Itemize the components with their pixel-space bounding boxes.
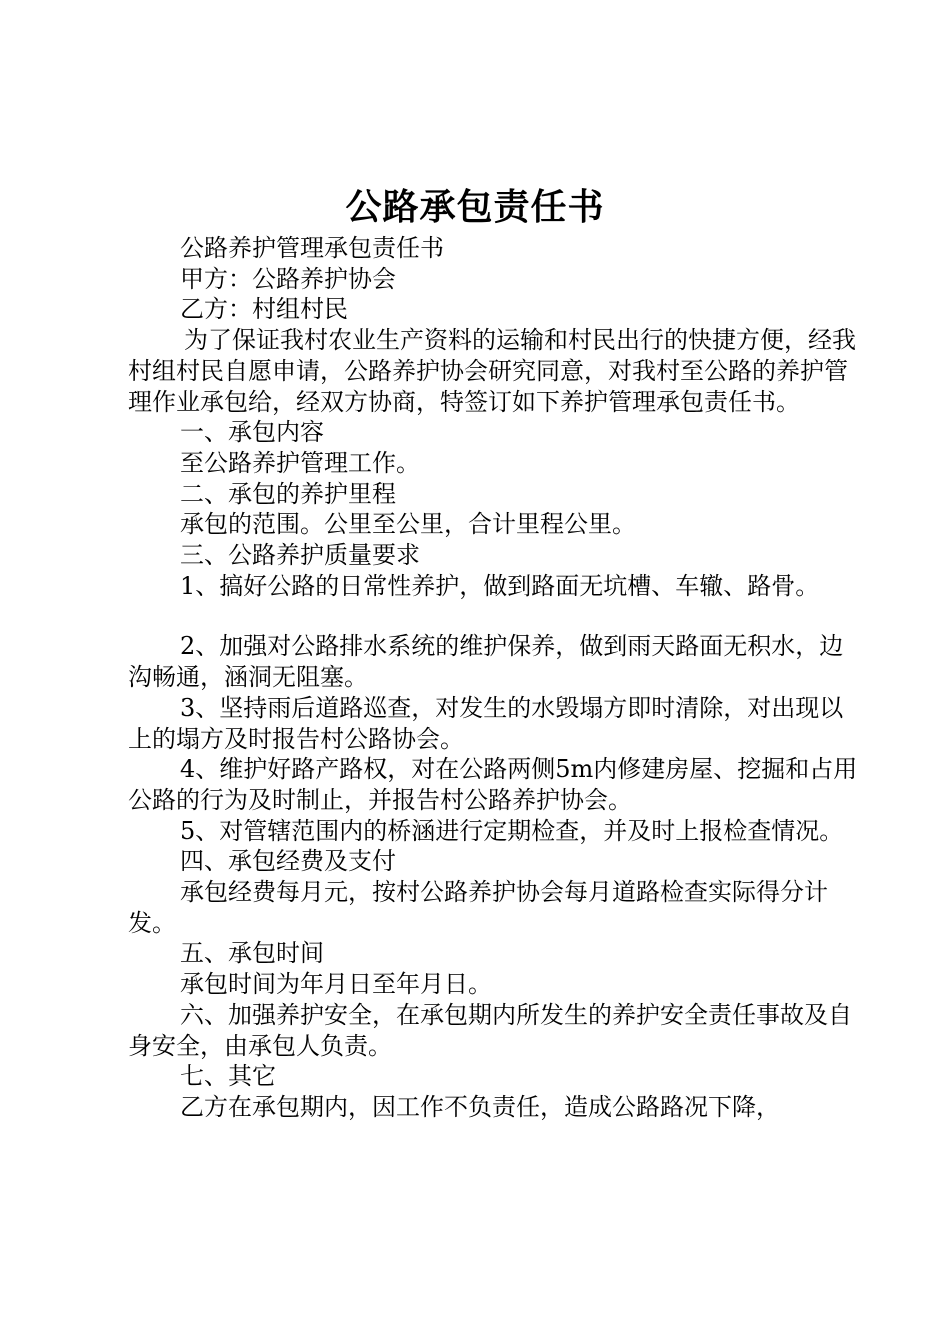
- paragraph-section-2: 承包的范围。公里至公里，合计里程公里。: [180, 510, 636, 539]
- paragraph-intro: 为了保证我村农业生产资料的运输和村民出行的快捷方便，经我村组村民自愿申请，公路养护协会研究同意，对我村至公路的养护管理作业承包给，经双方协商，特签订如下养护管理承包责任书。: [128, 326, 856, 416]
- paragraph-section-6: 六、加强养护安全，在承包期内所发生的养护安全责任事故及自身安全，由承包人负责。: [128, 1000, 852, 1060]
- paragraph-subtitle: 公路养护管理承包责任书: [180, 234, 444, 262]
- paragraph-section-4: 承包经费每月元，按村公路养护协会每月道路检查实际得分计发。: [128, 878, 828, 937]
- paragraph-section-7: 乙方在承包期内，因工作不负责任，造成公路路况下降，: [180, 1092, 780, 1121]
- document-title: 公路承包责任书: [345, 187, 605, 228]
- paragraph-party-b: 乙方：村组村民: [180, 295, 348, 324]
- paragraph-party-a: 甲方：公路养护协会: [180, 264, 396, 293]
- heading-section-2: 二、承包的养护里程: [180, 479, 396, 508]
- paragraph-item-1: 1、搞好公路的日常性养护，做到路面无坑槽、车辙、路骨。: [180, 571, 820, 600]
- paragraph-section-5: 承包时间为年月日至年月日。: [180, 970, 492, 999]
- document-body: [128, 233, 858, 1123]
- heading-section-3: 三、公路养护质量要求: [180, 541, 420, 570]
- heading-section-1: 一、承包内容: [180, 418, 324, 447]
- paragraph-item-3: 3、坚持雨后道路巡查，对发生的水毁塌方即时清除，对出现以上的塌方及时报告村公路协会。: [128, 693, 844, 753]
- heading-section-4: 四、承包经费及支付: [180, 847, 396, 876]
- heading-section-7: 七、其它: [180, 1062, 276, 1091]
- paragraph-section-1: 至公路养护管理工作。: [180, 448, 420, 477]
- heading-section-5: 五、承包时间: [180, 939, 324, 968]
- paragraph-item-4: 4、维护好路产路权，对在公路两侧5m内修建房屋、挖掘和占用公路的行为及时制止，并报告村公路养护协会。: [128, 755, 858, 814]
- paragraph-item-5: 5、对管辖范围内的桥涵进行定期检查，并及时上报检查情况。: [180, 816, 844, 845]
- paragraph-item-2: 2、加强对公路排水系统的维护保养，做到雨天路面无积水，边沟畅通，涵洞无阻塞。: [128, 632, 844, 692]
